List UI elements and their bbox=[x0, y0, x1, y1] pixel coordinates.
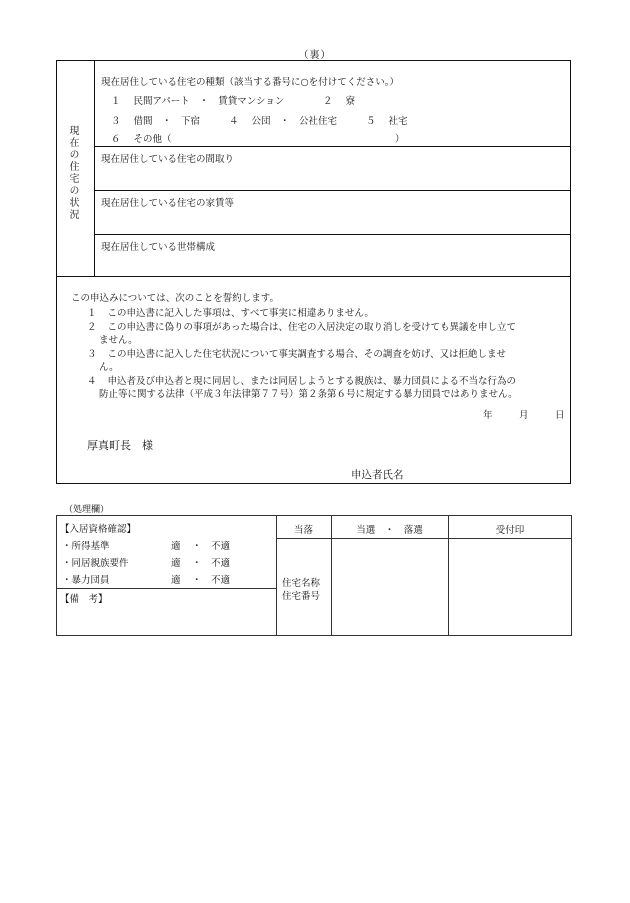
date-year-label: 年 bbox=[483, 410, 493, 421]
criteria-family-ok[interactable]: 適 bbox=[171, 558, 181, 569]
housing-type-prompt: 現在居住している住宅の種類（該当する番号に○を付けてください。） bbox=[101, 77, 400, 88]
criteria-family-dot: ・ bbox=[192, 558, 202, 569]
housing-option-1[interactable] bbox=[111, 93, 284, 107]
col-draw-header: 当落 bbox=[293, 525, 313, 536]
option-label: 寮 bbox=[345, 96, 356, 107]
pledge-text: この申込書に記入した住宅状況について事実調査する場合、その調査を妨げ、又は拒絶しませ bbox=[107, 349, 506, 360]
processing-caption: （処理欄） bbox=[64, 505, 110, 515]
housing-option-4[interactable] bbox=[229, 113, 337, 127]
pledge-item-3-cont: ん。 bbox=[99, 362, 119, 373]
applicant-name-field[interactable] bbox=[415, 461, 565, 481]
option-number: １ bbox=[111, 96, 121, 107]
pledge-item-4 bbox=[87, 373, 516, 387]
application-form-back bbox=[56, 60, 571, 484]
date-day-label: 日 bbox=[555, 410, 565, 421]
addressee: 厚真町長 様 bbox=[87, 439, 153, 452]
section-label-cell bbox=[57, 61, 95, 276]
pledge-number: ３ bbox=[87, 349, 97, 360]
pledge-item-4-cont: 防止等に関する法律（平成３年法律第７７号）第２条第６号に規定する暴力団員ではありません。 bbox=[99, 389, 518, 400]
pledge-text: 申込者及び申込者と現に同居し、または同居しようとする親族は、暴力団員による不当な行為の bbox=[107, 376, 517, 387]
option-number: ６ bbox=[111, 134, 121, 145]
criteria-family-ng[interactable]: 不適 bbox=[211, 558, 231, 569]
rent-field[interactable] bbox=[95, 205, 570, 233]
section-label: 現在の住宅の状況 bbox=[67, 125, 78, 221]
option-label: 公団 ・ 公社住宅 bbox=[251, 116, 338, 127]
criteria-income-ok[interactable]: 適 bbox=[171, 541, 181, 552]
option-label: 社宅 bbox=[388, 116, 408, 127]
floor-plan-field[interactable] bbox=[95, 161, 570, 189]
floor-plan-label: 現在居住している住宅の間取り bbox=[101, 154, 235, 165]
pledge-item-3 bbox=[87, 346, 506, 360]
option-label: 借間 ・ 下宿 bbox=[133, 116, 201, 127]
housing-option-5[interactable] bbox=[366, 113, 408, 127]
option-label: 民間アパート ・ 賃貸マンション bbox=[133, 96, 285, 107]
criteria-gang-ng[interactable]: 不適 bbox=[211, 575, 231, 586]
criteria-gang-dot: ・ bbox=[192, 575, 202, 586]
other-close-paren: ） bbox=[395, 134, 405, 145]
pledge-item-1 bbox=[87, 305, 374, 319]
housing-option-2[interactable] bbox=[323, 93, 355, 107]
page-title: （裏） bbox=[298, 50, 332, 61]
housing-number-label: 住宅番号 bbox=[282, 591, 321, 602]
col-stamp-header: 受付印 bbox=[495, 525, 525, 536]
option-number: ４ bbox=[229, 116, 239, 127]
eligibility-title: 【入居資格確認】 bbox=[60, 524, 137, 535]
pledge-number: １ bbox=[87, 308, 97, 319]
col-result-header: 当選 ・ 落選 bbox=[356, 525, 423, 536]
date-month-label: 月 bbox=[519, 410, 529, 421]
applicant-name-label: 申込者氏名 bbox=[351, 469, 404, 481]
housing-name-label: 住宅名称 bbox=[282, 578, 321, 589]
housing-option-6[interactable] bbox=[111, 131, 172, 145]
criteria-income-dot: ・ bbox=[192, 541, 202, 552]
option-number: ５ bbox=[366, 116, 376, 127]
pledge-item-2-cont: ません。 bbox=[99, 335, 138, 346]
pledge-text: この申込書に偽りの事項があった場合は、住宅の入居決定の取り消しを受けても異議を申し立て bbox=[107, 322, 516, 333]
rent-label: 現在居住している住宅の家賃等 bbox=[101, 198, 235, 209]
pledge-item-2 bbox=[87, 319, 516, 333]
criteria-income-ng[interactable]: 不適 bbox=[211, 541, 231, 552]
option-label: その他（ bbox=[133, 134, 172, 145]
criteria-gang-label: ・暴力団員 bbox=[62, 575, 110, 586]
criteria-income-label: ・所得基準 bbox=[62, 541, 110, 552]
option-number: ３ bbox=[111, 116, 121, 127]
pledge-intro: この申込みについては、次のことを誓約します。 bbox=[71, 293, 280, 304]
processing-table bbox=[56, 515, 572, 636]
household-label: 現在居住している世帯構成 bbox=[101, 242, 216, 253]
option-number: ２ bbox=[323, 96, 333, 107]
pledge-number: ２ bbox=[87, 322, 97, 333]
housing-option-3[interactable] bbox=[111, 113, 200, 127]
pledge-number: ４ bbox=[87, 376, 97, 387]
household-field[interactable] bbox=[95, 249, 570, 275]
remarks-label: 【備 考】 bbox=[60, 594, 108, 605]
criteria-gang-ok[interactable]: 適 bbox=[171, 575, 181, 586]
pledge-text: この申込書に記入した事項は、すべて事実に相違ありません。 bbox=[107, 308, 374, 319]
criteria-family-label: ・同居親族要件 bbox=[62, 558, 129, 569]
